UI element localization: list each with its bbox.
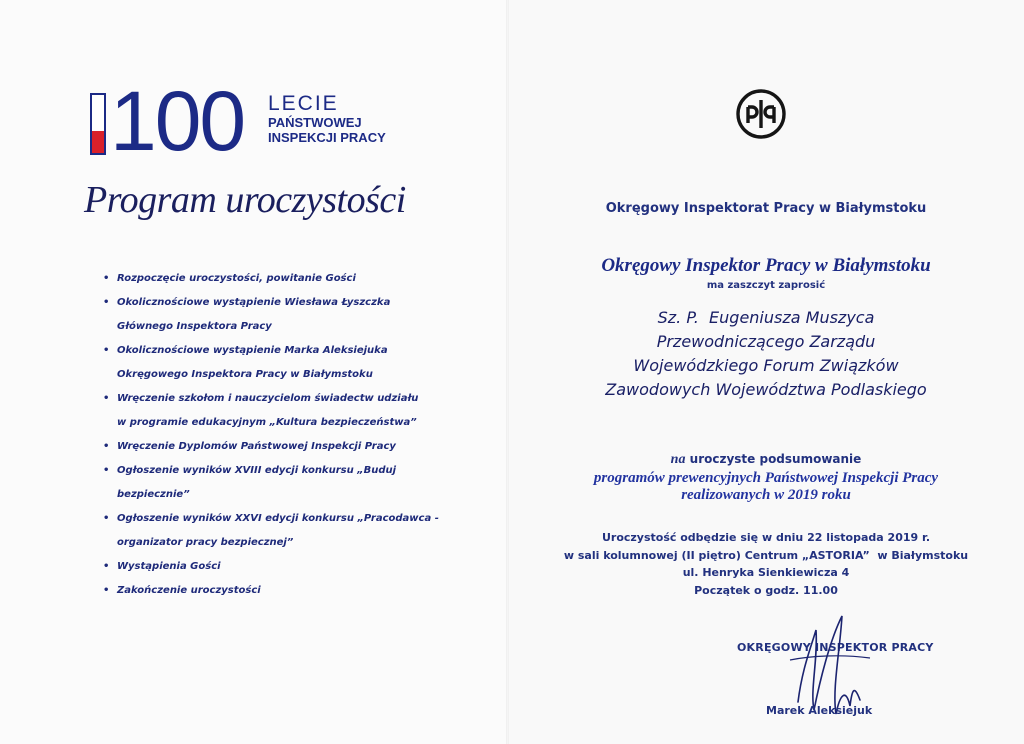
agenda-item: • Wręczenie Dyplomów Państwowej Inspekcji Pracy bbox=[103, 435, 463, 459]
guest-role-line3: Zawodowych Województwa Podlaskiego bbox=[605, 380, 927, 399]
signature-name: Marek Aleksiejuk bbox=[766, 704, 873, 717]
100-lecie-logo bbox=[90, 74, 390, 168]
pip-seal-icon bbox=[735, 88, 787, 140]
guest-role-line1: Przewodniczącego Zarządu bbox=[656, 332, 876, 351]
programs-block bbox=[508, 470, 1024, 504]
guest-block bbox=[508, 306, 1024, 402]
programs-line1: programów prewencyjnych Państwowej Inspekcji Pracy bbox=[593, 470, 939, 486]
event-start-time: Początek o godz. 11.00 bbox=[694, 583, 838, 597]
guest-name: Sz. P. Eugeniusza Muszyca bbox=[657, 308, 875, 327]
summary-line bbox=[508, 452, 1024, 468]
event-address: ul. Henryka Sienkiewicza 4 bbox=[682, 566, 850, 579]
agenda-item: • Okolicznościowe wystąpienie Marka Aleksiejuka Okręgowego Inspektora Pracy w Białymstoku bbox=[103, 339, 463, 387]
agenda-item: • Ogłoszenie wyników XVIII edycji konkursu „Buduj bezpiecznie” bbox=[103, 459, 463, 507]
agenda-item: • Rozpoczęcie uroczystości, powitanie Gości bbox=[103, 267, 463, 291]
agenda-item: • Okolicznościowe wystąpienie Wiesława Łyszczka Głównego Inspektora Pracy bbox=[103, 291, 463, 339]
inspectorate-name: Okręgowy Inspektorat Pracy w Białymstoku bbox=[605, 201, 927, 216]
logo-lecie: LECIE bbox=[268, 92, 339, 115]
event-details bbox=[508, 529, 1024, 599]
logo-name-line2: INSPEKCJI PRACY bbox=[268, 130, 386, 145]
flag-icon bbox=[90, 93, 106, 155]
agenda-item: • Wystąpienia Gości bbox=[103, 555, 463, 579]
guest-role-line2: Wojewódzkiego Forum Związków bbox=[633, 356, 899, 375]
agenda-item: • Ogłoszenie wyników XXVI edycji konkursu „Pracodawca - organizator pracy bezpiecznej” bbox=[103, 507, 463, 555]
honor-line: ma zaszczyt zaprosić bbox=[706, 280, 826, 291]
summary-text: uroczyste podsumowanie bbox=[689, 452, 862, 466]
logo-name-line1: PAŃSTWOWEJ bbox=[268, 115, 362, 130]
agenda-list bbox=[103, 267, 463, 603]
agenda-item: • Wręczenie szkołom i nauczycielom świadectw udziału w programie edukacyjnym „Kultura bezpieczeństwa” bbox=[103, 387, 463, 435]
agenda-item: • Zakończenie uroczystości bbox=[103, 579, 463, 603]
program-title: Program uroczystości bbox=[84, 179, 406, 221]
signature-role: OKRĘGOWY INSPEKTOR PRACY bbox=[737, 641, 934, 654]
logo-institution bbox=[268, 115, 408, 145]
event-date: Uroczystość odbędzie się w dniu 22 listopada 2019 r. bbox=[601, 531, 931, 544]
inviter-title: Okręgowy Inspektor Pracy w Białymstoku bbox=[601, 255, 931, 276]
logo-number: 100 bbox=[110, 74, 245, 168]
event-venue: w sali kolumnowej (II piętro) Centrum „ASTORIA” w Białymstoku bbox=[563, 548, 969, 562]
na-word: na bbox=[670, 452, 686, 467]
programs-line2: realizowanych w 2019 roku bbox=[681, 487, 851, 503]
